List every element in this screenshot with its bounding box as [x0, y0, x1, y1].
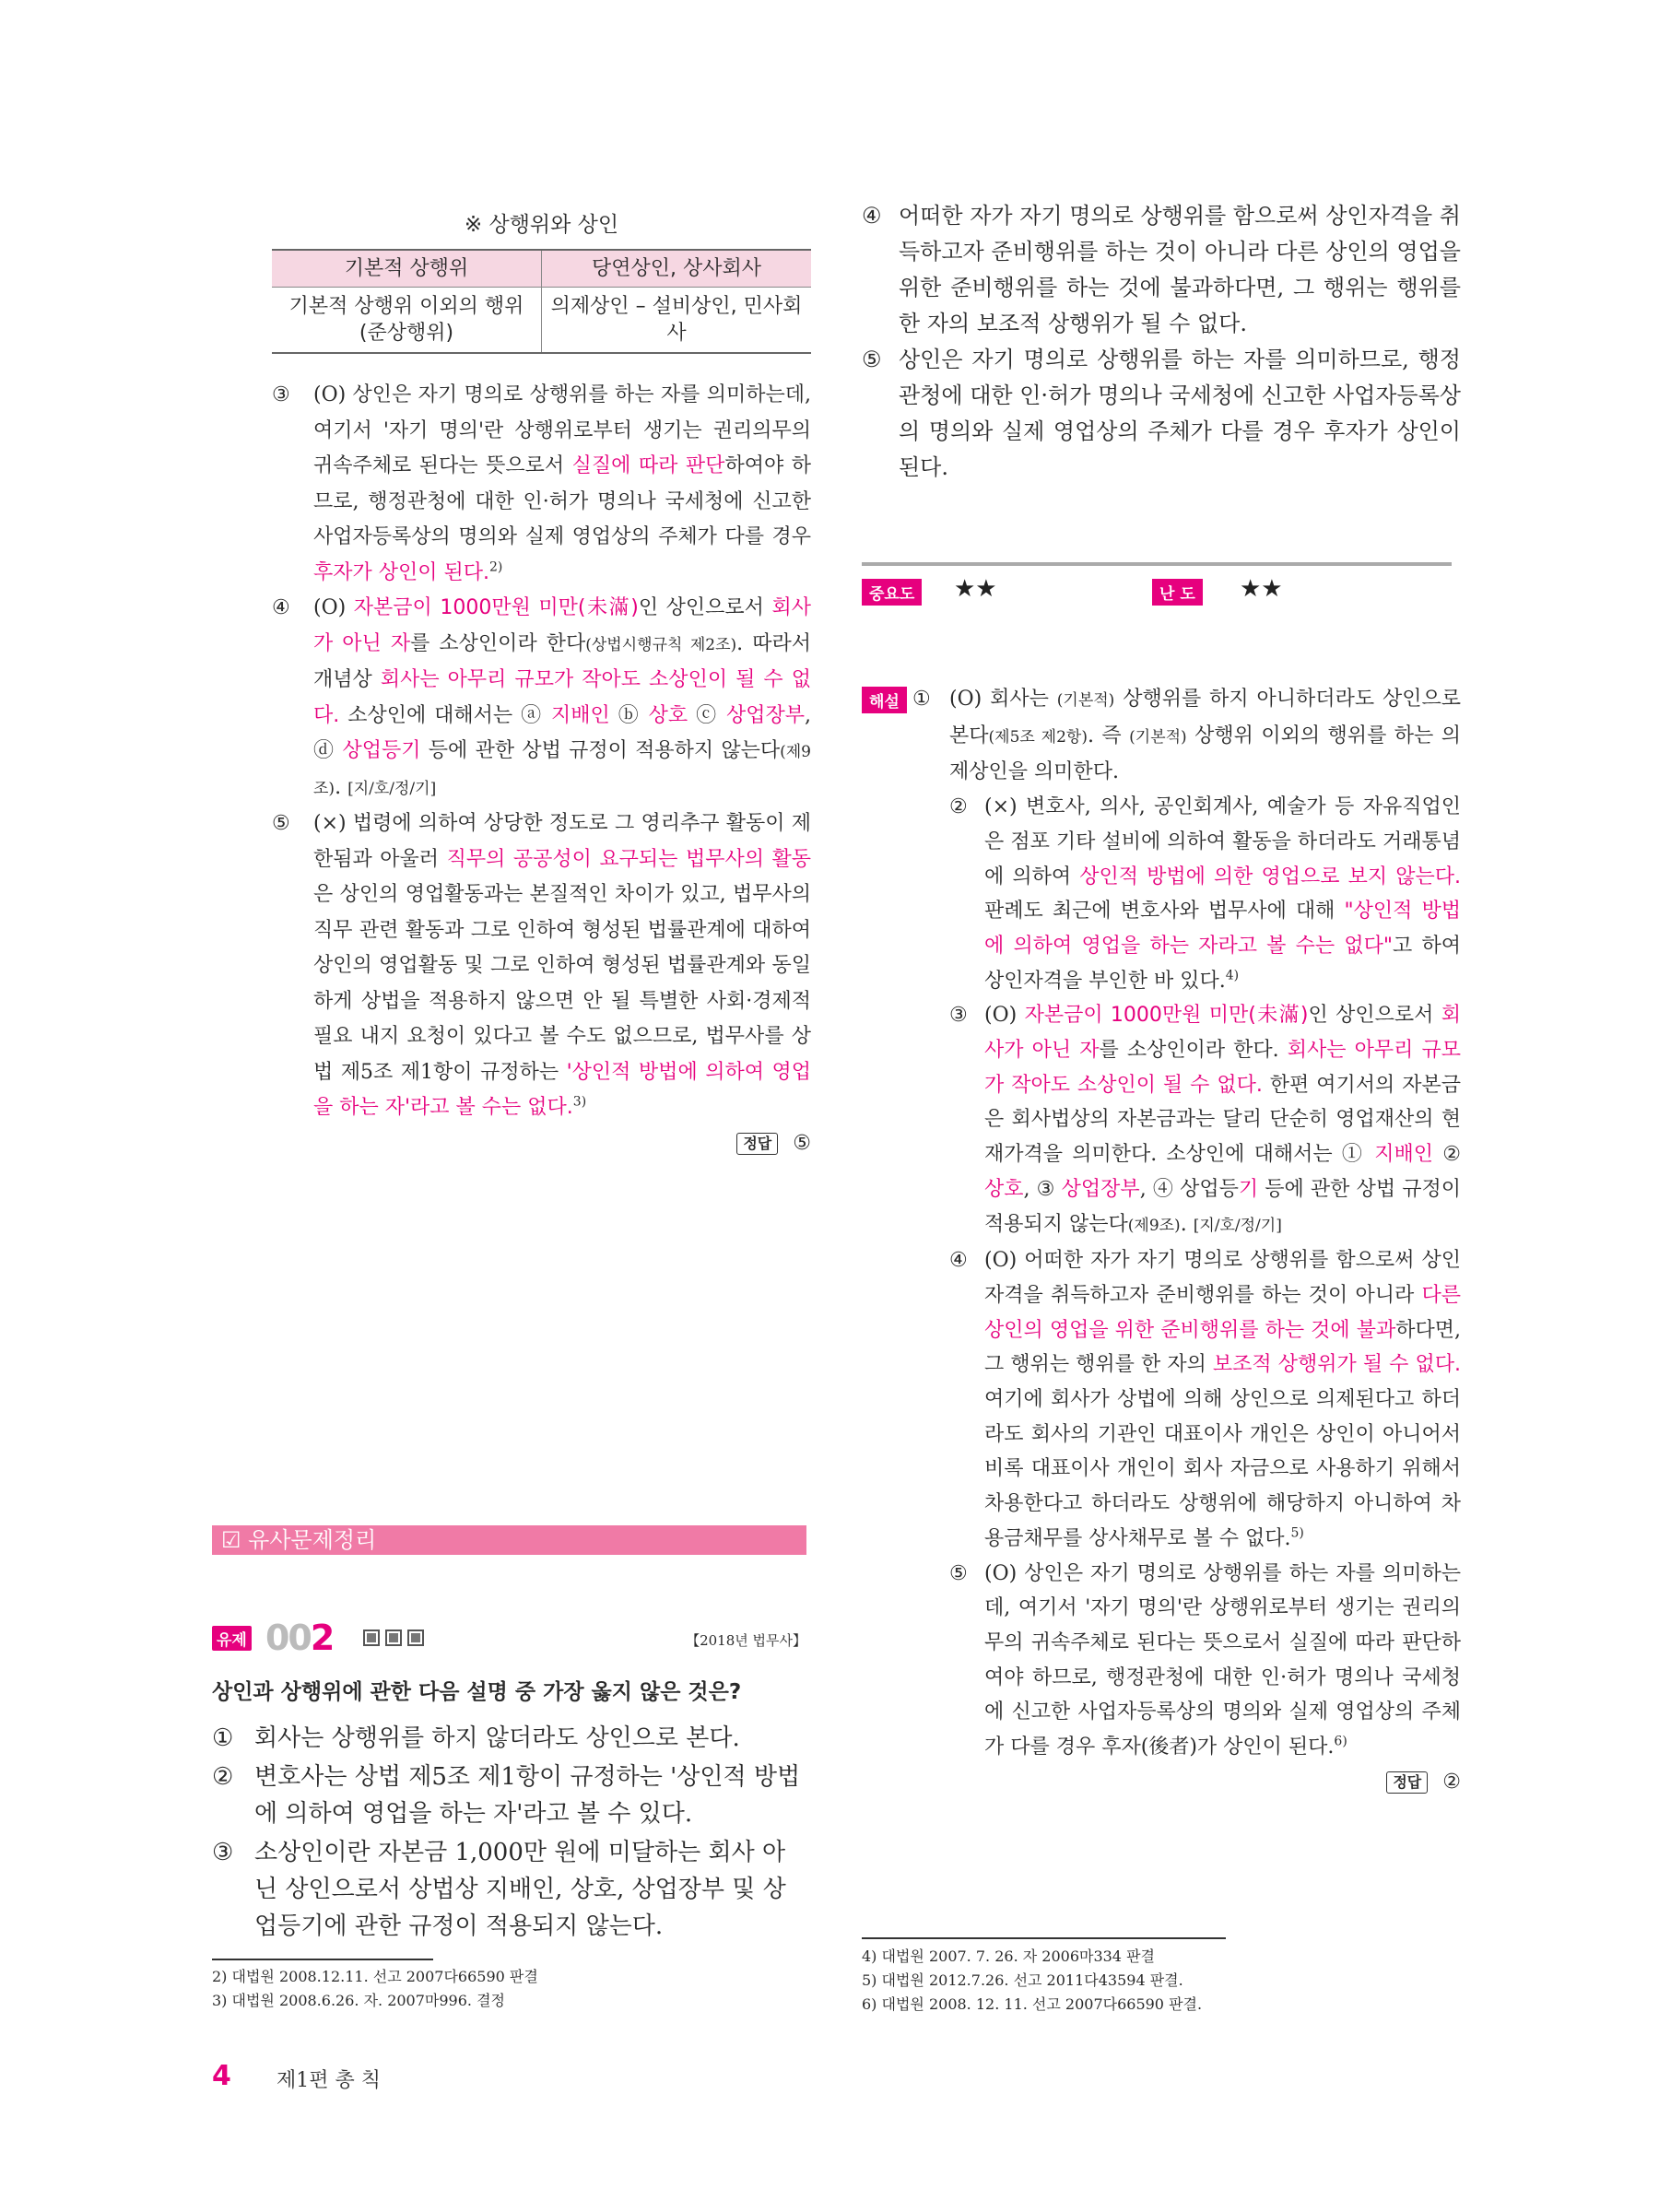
explain-item-1: ① (O) 회사는 (기본적) 상행위를 하지 아니하더라도 상인으로 본다(제5조 제2항). 즉 (기본적) 상행위 이외의 행위를 하는 의제상인을 의미한다. — [912, 688, 1461, 784]
highlight-text: 실질에 따라 판단 — [571, 454, 725, 477]
right-column — [862, 198, 1461, 486]
footnote: 5) 대법원 2012.7.26. 선고 2011다43594 판결. — [862, 1971, 1183, 1989]
item-number: ③ — [272, 383, 290, 406]
similar-problems-header: ☑ 유사문제정리 — [212, 1525, 806, 1555]
statement-4: ④ 어떠한 자가 자기 명의로 상행위를 함으로써 상인자격을 취득하고자 준비행위를 하는 것이 아니라 다른 상인의 영업을 위한 준비행위를 하는 것에 불과하다면, 그 행위는 행위를 한 자의 보조적 상행위가 될 수 없다. — [862, 203, 1461, 336]
page-number: 4 — [212, 2060, 231, 2092]
answer-value: ⑤ — [793, 1131, 811, 1155]
difficulty-stars: ★★ — [1240, 575, 1283, 603]
footnote: 4) 대법원 2007. 7. 26. 자 2006마334 판결 — [862, 1947, 1155, 1965]
footnote: 6) 대법원 2008. 12. 11. 선고 2007다66590 판결. — [862, 1995, 1203, 2013]
highlight-text: 후자가 상인이 된다. — [313, 560, 489, 584]
left-column — [272, 207, 811, 1155]
footnote-divider — [862, 1937, 1226, 1939]
footnote: 2) 대법원 2008.12.11. 선고 2007다66590 판결 — [212, 1968, 538, 1985]
footnote: 3) 대법원 2008.6.26. 자. 2007마996. 결정 — [212, 1992, 505, 2009]
table-header: 기본적 상행위 — [272, 250, 542, 288]
problem-source: 【2018년 법무사】 — [686, 1632, 806, 1649]
explain-item-3: ③ (O) 자본금이 1000만원 미만(未滿)인 상인으로서 회사가 아닌 자를 소상인이라 한다. 회사는 아무리 규모가 작아도 소상인이 될 수 없다. 한편 여기서의 자본금은 회사법상의 자본금과는 달리 단순히 영업재산의 현재가격을 의미한다. 소상인에 대해서는 ① 지배인 ② 상호, ③ 상업장부, ④ 상업등기 등에 관한 상법 규정이 적용되지 않는다(제9조). [지/호/정/기] — [949, 1004, 1462, 1236]
difficulty-label: 난 도 — [1152, 579, 1203, 606]
table-title: ※ 상행위와 상인 — [464, 213, 619, 237]
explanation-item-4: ④ (O) 자본금이 1000만원 미만(未滿)인 상인으로서 회사가 아닌 자를 소상인이라 한다(상법시행규칙 제2조). 따라서 개념상 회사는 아무리 규모가 작아도 소상인이 될 수 없다. 소상인에 대해서는 ⓐ 지배인 ⓑ 상호 ⓒ 상업장부, ⓓ 상업등기 등에 관한 상법 규정이 적용하지 않는다(제9조). [지/호/정/기] — [272, 591, 811, 806]
answer-value: ② — [1442, 1770, 1461, 1794]
statement-5: ⑤ 상인은 자기 명의로 상행위를 하는 자를 의미하므로, 행정관청에 대한 인·허가 명의나 국세청에 신고한 사업자등록상의 명의와 실제 영업상의 주체가 다를 경우 후자가 상인이 된다. — [862, 347, 1461, 480]
chapter-title: 제1편 총 칙 — [276, 2069, 381, 2092]
footnote-divider — [212, 1959, 433, 1960]
footnotes-right — [862, 1945, 1202, 2017]
problem-number: 002 — [265, 1618, 334, 1658]
answer-label: 정답 — [1386, 1771, 1428, 1794]
difficulty-squares-icon — [363, 1629, 429, 1646]
explain-item-2: ② (×) 변호사, 의사, 공인회계사, 예술가 등 자유직업인은 점포 기타 설비에 의하여 활동을 하더라도 거래통념에 의하여 상인적 방법에 의한 영업으로 보지 않는다. 판례도 최근에 변호사와 법무사에 대해 "상인적 방법에 의하여 영업을 하는 자라고 볼 수는 없다"고 하여 상인자격을 부인한 바 있다.$^{4)}$ — [949, 795, 1462, 993]
table-cell: 의제상인 – 설비상인, 민사회사 — [542, 288, 812, 354]
explanation-section — [912, 682, 1461, 1794]
similar-problem — [212, 1618, 806, 1945]
comparison-table — [272, 249, 811, 354]
importance-stars: ★★ — [954, 575, 997, 603]
section-divider — [862, 562, 1452, 566]
item-number: ⑤ — [272, 812, 290, 835]
item-number: ④ — [272, 596, 290, 619]
problem-tag: 유제 — [212, 1626, 252, 1651]
choice-2: ② 변호사는 상법 제5조 제1항이 규정하는 '상인적 방법에 의하여 영업을 하는 자'라고 볼 수 있다. — [212, 1763, 801, 1828]
problem-question: 상인과 상행위에 관한 다음 설명 중 가장 옳지 않은 것은? — [212, 1680, 742, 1704]
explanation-item-5: ⑤ (×) 법령에 의하여 상당한 정도로 그 영리추구 활동이 제한됨과 아울러 직무의 공공성이 요구되는 법무사의 활동은 상인의 영업활동과는 본질적인 차이가 있고, 법무사의 직무 관련 활동과 그로 인하여 형성된 법률관계에 대하여 상인의 영업활동 및 그로 인하여 형성된 법률관계와 동일하게 상법을 적용하지 않으면 안 될 특별한 사회·경제적 필요 내지 요청이 있다고 볼 수도 없으므로, 법무사를 상법 제5조 제1항이 규정하는 '상인적 방법에 의하여 영업을 하는 자'라고 볼 수는 없다.$^{3)}$ — [272, 806, 811, 1126]
problem-header — [212, 1618, 806, 1658]
footnotes-left — [212, 1965, 538, 2013]
answer-line — [912, 1771, 1461, 1794]
footnote-ref: 2) — [489, 559, 503, 575]
answer-label: 정답 — [736, 1133, 778, 1155]
importance-label: 중요도 — [862, 579, 922, 606]
explanation-item-3: ③ (O) 상인은 자기 명의로 상행위를 하는 자를 의미하는데, 여기서 '자기 명의'란 상행위로부터 생기는 권리의무의 귀속주체로 된다는 뜻으로서 실질에 따라 판단하여야 하므로, 행정관청에 대한 인·허가 명의나 국세청에 신고한 사업자등록상의 명의와 실제 영업상의 주체가 다를 경우 후자가 상인이 된다.$^{2)}$ — [272, 378, 811, 591]
table-cell: 기본적 상행위 이외의 행위 (준상행위) — [272, 288, 542, 354]
choice-3: ③ 소상인이란 자본금 1,000만 원에 미달하는 회사 아닌 상인으로서 상법상 지배인, 상호, 상업장부 및 상업등기에 관한 규정이 적용되지 않는다. — [212, 1839, 786, 1940]
choice-1: ① 회사는 상행위를 하지 않더라도 상인으로 본다. — [212, 1724, 740, 1752]
explain-item-5: ⑤ (O) 상인은 자기 명의로 상행위를 하는 자를 의미하는데, 여기서 '자기 명의'란 상행위로부터 생기는 권리의무의 귀속주체로 된다는 뜻으로서 실질에 따라 판단하여야 하므로, 행정관청에 대한 인·허가 명의나 국세청에 신고한 사업자등록상의 명의와 실제 영업상의 주체가 다를 경우 후자(後者)가 상인이 된다.$^{6)}$ — [949, 1561, 1461, 1759]
table-header: 당연상인, 상사회사 — [542, 250, 812, 288]
explanation-label: 해설 — [862, 687, 907, 713]
answer-line — [272, 1132, 811, 1155]
explain-item-4: ④ (O) 어떠한 자가 자기 명의로 상행위를 함으로써 상인자격을 취득하고자 준비행위를 하는 것이 아니라 다른 상인의 영업을 위한 준비행위를 하는 것에 불과하다면, 그 행위는 행위를 한 자의 보조적 상행위가 될 수 없다. 여기에 회사가 상법에 의해 상인으로 의제된다고 하더라도 회사의 기관인 대표이사 개인은 상인이 아니어서 비록 대표이사 개인이 회사 자금으로 사용하기 위해서 차용한다고 하더라도 상행위에 해당하지 아니하여 차용금채무를 상사채무로 볼 수 없다.$^{5)}$ — [949, 1249, 1461, 1550]
